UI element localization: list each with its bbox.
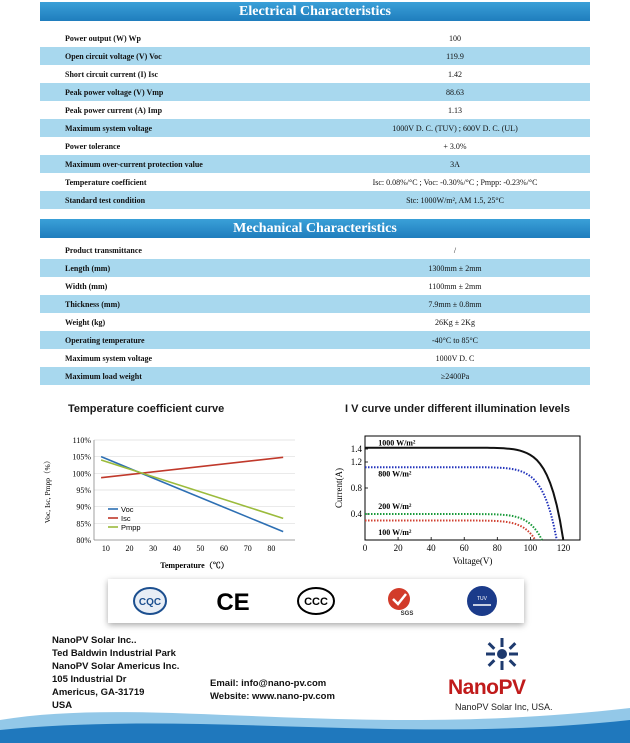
spec-row [40,295,590,313]
iv-curve-chart [330,430,590,570]
svg-text:SGS: SGS [400,611,414,617]
spec-label: Open circuit voltage (V) Voc [65,51,162,61]
svg-text:CCC: CCC [304,596,328,608]
spec-label: Weight (kg) [65,317,106,327]
x-tick-label: 40 [426,543,436,553]
spec-value: 1300mm ± 2mm [428,263,482,273]
x-tick-label: 0 [362,543,368,553]
spec-value: 26Kg ± 2Kg [435,317,475,327]
y-tick-label: 100% [72,469,91,479]
address-line: NanoPV Solar Americus Inc. [52,661,180,672]
spec-row [40,65,590,83]
spec-row [40,191,590,209]
y-tick-label: 95% [76,486,91,495]
x-tick-label: 60 [459,543,469,553]
x-tick-label: 20 [393,543,403,553]
spec-label: Peak power voltage (V) Vmp [65,87,164,97]
tuv-rheinland-icon [458,584,506,618]
x-tick-label: 70 [243,544,252,553]
y-tick-label: 80% [76,536,91,545]
spec-row [40,47,590,65]
spec-value: Isc: 0.08%/°C ; Voc: -0.30%/°C ; Pmpp: -0.23%/°C [372,177,538,187]
illumination-label: 1000 W/m² [378,438,416,448]
spec-label: Width (mm) [65,281,108,291]
x-tick-label: 20 [125,544,134,553]
iv-chart-title: I V curve under different illumination levels [345,403,570,415]
svg-text:CE: CE [216,589,250,616]
email-text[interactable]: Email: info@nano-pv.com [210,678,327,689]
y-tick-label: 1.2 [350,457,362,467]
spec-value: + 3.0% [443,141,467,151]
address-line: USA [52,700,73,711]
x-axis-label: Temperature（℃） [160,561,229,570]
x-tick-label: 50 [196,544,205,553]
x-axis-label: Voltage(V) [452,556,493,566]
cqc-logo-icon [126,584,174,618]
illumination-label: 100 W/m² [378,528,412,538]
spec-label: Product transmittance [65,245,142,255]
temperature-chart-title: Temperature coefficient curve [68,403,225,415]
spec-label: Temperature coefficient [65,177,147,187]
spec-row [40,259,590,277]
mechanical-table [40,241,590,385]
spec-row [40,349,590,367]
y-tick-label: 85% [76,519,91,529]
spec-row [40,137,590,155]
spec-row [40,367,590,385]
spec-row [40,83,590,101]
sgs-logo-icon [375,584,423,618]
spec-row [40,101,590,119]
spec-value: 1100mm ± 2mm [428,281,482,291]
illumination-label: 200 W/m² [378,502,412,512]
brand-subtitle: NanoPV Solar Inc, USA. [455,702,553,712]
legend-label: Pmpp [121,523,141,532]
x-tick-label: 120 [556,543,571,553]
x-tick-label: 80 [267,544,276,553]
spec-row [40,119,590,137]
spec-label: Standard test condition [65,195,146,205]
spec-label: Maximum system voltage [65,123,153,133]
y-axis-label: Voc, Isc, Pmpp（%） [43,456,52,524]
ce-mark-icon [209,584,257,618]
spec-value: / [453,245,457,255]
spec-label: Operating temperature [65,335,145,345]
website-text[interactable]: Website: www.nano-pv.com [210,691,335,702]
spec-row [40,313,590,331]
spec-label: Length (mm) [65,263,111,273]
y-tick-label: 1.4 [350,444,362,454]
address-line: Ted Baldwin Industrial Park [52,648,176,659]
temperature-coefficient-chart [30,428,310,578]
spec-value: 3A [450,159,460,169]
spec-row [40,29,590,47]
svg-text:TUV: TUV [477,596,488,602]
electrical-characteristics-banner: Electrical Characteristics [40,2,590,21]
certification-bar [108,579,524,623]
plot-frame [365,436,580,540]
spec-label: Maximum load weight [65,371,142,381]
footer-wave-decoration [0,700,630,743]
illumination-label: 800 W/m² [378,469,412,479]
y-tick-label: 110% [72,436,91,445]
ccc-mark-icon [292,584,340,618]
spec-label: Power output (W) Wp [65,33,141,43]
address-line: 105 Industrial Dr [52,674,127,685]
y-tick-label: 0.8 [350,483,362,493]
x-tick-label: 30 [149,544,158,553]
spec-value: 1.13 [448,105,462,115]
y-tick-label: 0.4 [350,509,362,519]
spec-label: Peak power current (A) Imp [65,105,163,115]
spec-label: Short circuit current (I) Isc [65,69,159,79]
address-line: Americus, GA-31719 [52,687,145,698]
x-tick-label: 40 [172,544,181,553]
spec-value: Stc: 1000W/m², AM 1.5, 25°C [406,195,504,205]
brand-name: NanoPV [448,676,526,699]
spec-value: 1000V D. C. (TUV) ; 600V D. C. (UL) [392,123,518,133]
spec-row [40,277,590,295]
y-tick-label: 105% [72,452,91,462]
x-tick-label: 10 [101,544,110,553]
svg-text:CQC: CQC [138,597,161,608]
spec-row [40,241,590,259]
spec-label: Thickness (mm) [65,299,120,309]
x-tick-label: 80 [492,543,502,553]
spec-value: -40°C to 85°C [432,335,478,345]
spec-label: Maximum over-current protection value [65,159,203,169]
spec-value: 1000V D. C [435,353,475,363]
legend-label: Isc [121,514,131,523]
y-axis-label: Current(A) [334,468,344,508]
mechanical-characteristics-banner: Mechanical Characteristics [40,219,590,238]
x-tick-label: 100 [523,543,538,553]
spec-value: ≥2400Pa [440,371,470,381]
spec-value: 1.42 [448,69,462,79]
spec-value: 88.63 [446,87,464,97]
address-line: NanoPV Solar Inc.. [52,635,137,646]
spec-row [40,331,590,349]
spec-value: 119.9 [446,51,464,61]
legend-label: Voc [121,505,134,514]
spec-value: 7.9mm ± 0.8mm [428,299,482,309]
spec-row [40,173,590,191]
spec-label: Maximum system voltage [65,353,153,363]
spec-label: Power tolerance [65,141,121,151]
spec-value: 100 [449,33,461,43]
electrical-table [40,29,590,209]
spec-row [40,155,590,173]
y-tick-label: 90% [76,502,91,512]
x-tick-label: 60 [220,544,229,553]
